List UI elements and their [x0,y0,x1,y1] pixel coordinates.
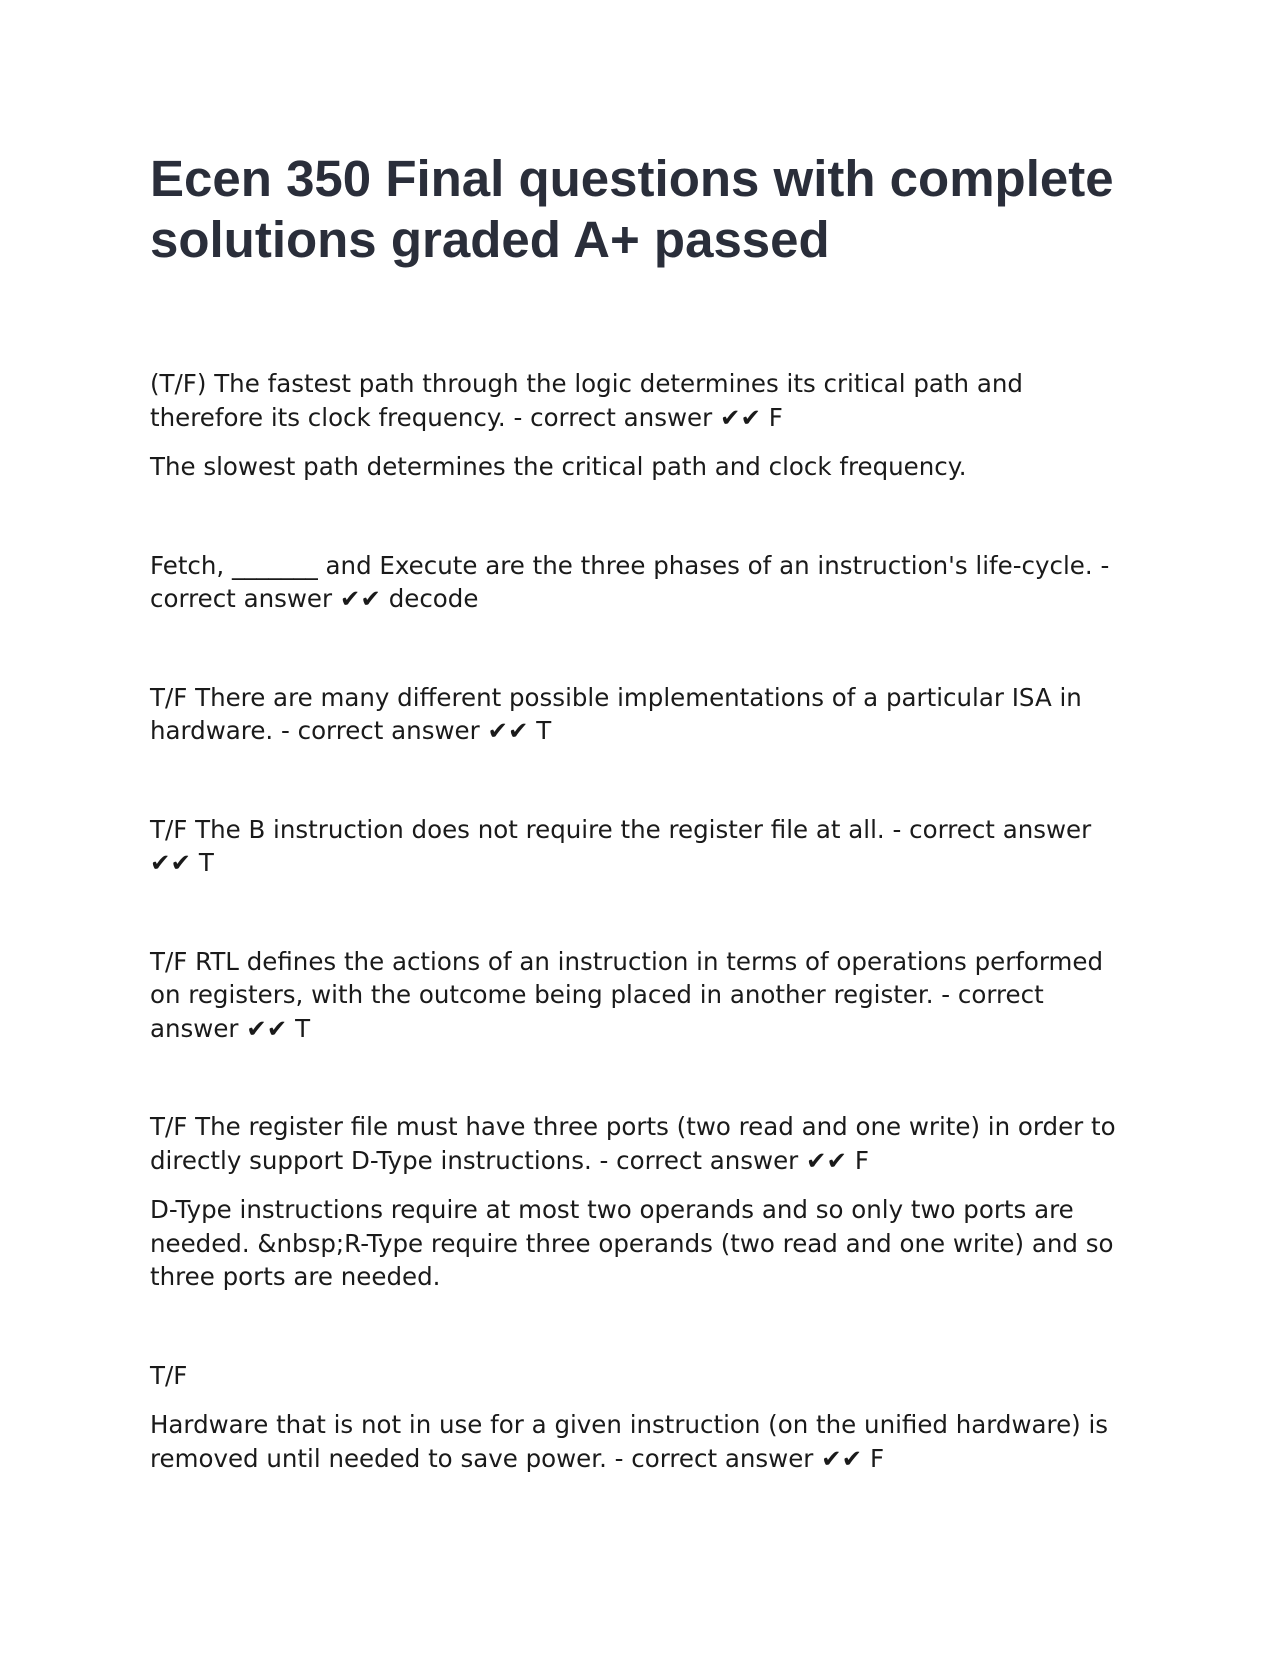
qa-block [150,945,1135,1046]
question-label: T/F [150,1360,188,1390]
document-title: Ecen 350 Final questions with complete solutions graded A+ passed [150,150,1114,268]
document-body [150,367,1135,1475]
qa-block [150,813,1135,880]
question-text: (T/F) The fastest path through the logic determines its critical path and therefore its clock frequency. - correct answer ✔✔ F [150,369,1023,432]
qa-block [150,1110,1135,1294]
qa-block [150,549,1135,616]
question-text: T/F There are many different possible implementations of a particular ISA in hardware. - correct answer ✔✔ T [150,682,1082,745]
question-text: T/F The register file must have three ports (two read and one write) in order to directly support D-Type instructions. - correct answer ✔✔ F [150,1112,1116,1175]
qa-block [150,681,1135,748]
question-text: T/F RTL defines the actions of an instruction in terms of operations performed on registers, with the outcome being placed in another register. - correct answer ✔✔ T [150,946,1104,1043]
question-text: Hardware that is not in use for a given instruction (on the unified hardware) is removed until needed to save power. - correct answer ✔✔ F [150,1410,1109,1473]
qa-block [150,367,1135,484]
qa-block [150,1359,1135,1476]
question-text: T/F The B instruction does not require the register file at all. - correct answer ✔✔ T [150,814,1092,877]
explanation-text: D-Type instructions require at most two operands and so only two ports are needed. &nbsp;R-Type require three operands (two read and one write) and so three ports are needed. [150,1195,1114,1291]
explanation-text: The slowest path determines the critical path and clock frequency. [150,452,967,481]
question-text: Fetch, _______ and Execute are the three phases of an instruction's life-cycle. - correct answer ✔✔ decode [150,550,1110,613]
